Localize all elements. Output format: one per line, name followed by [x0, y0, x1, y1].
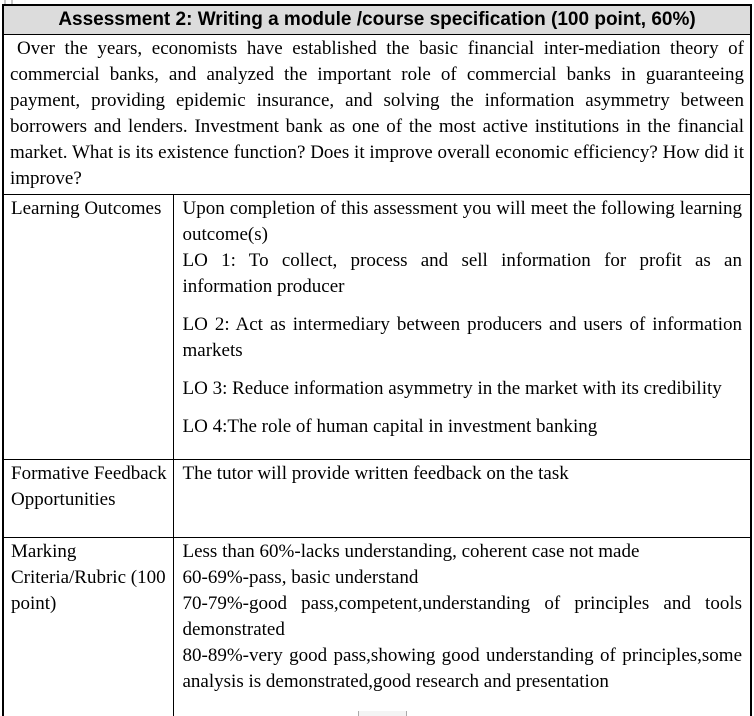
- assessment-spec-table: [2, 4, 752, 716]
- intro-cell: [3, 35, 751, 195]
- assessment-title: Assessment 2: Writing a module /course specification (100 point, 60%): [3, 5, 751, 35]
- row-label-formative-feedback: Formative Feedback Opportunities: [3, 460, 173, 538]
- intro-paragraph: Over the years, economists have established the basic financial inter-mediation theory of commercial banks, and analyzed the important role of commercial banks in guaranteeing payment, providing epidemic insurance, and solving the information asymmetry between borrowers and lenders. Investment bank as one of the most active institutions in the financial market. What is its existence function? Does it improve overall economic efficiency? How did it improve?: [10, 38, 744, 189]
- table-row-learning-outcomes: [3, 195, 751, 460]
- marking-criteria-band-below-60: Less than 60%-lacks understanding, coherent case not made: [182, 541, 640, 562]
- formative-feedback-content: [173, 460, 751, 538]
- learning-outcomes-content: [173, 195, 751, 460]
- marking-criteria-band-70-79: 70-79%-good pass,competent,understanding of principles and tools demonstrated: [182, 593, 742, 640]
- page-bottom-artifact: [358, 711, 407, 716]
- learning-outcome-4: LO 4:The role of human capital in investment banking: [182, 416, 598, 437]
- learning-outcome-2: LO 2: Act as intermediary between producers and users of information markets: [182, 314, 742, 361]
- learning-outcome-1: LO 1: To collect, process and sell information for profit as an information producer: [182, 250, 742, 297]
- row-label-learning-outcomes: Learning Outcomes: [3, 195, 173, 460]
- table-row-marking-criteria: [3, 538, 751, 716]
- learning-outcome-3: LO 3: Reduce information asymmetry in the market with its credibility: [182, 378, 722, 399]
- marking-criteria-band-60-69: 60-69%-pass, basic understand: [182, 567, 419, 588]
- table-row-formative-feedback: [3, 460, 751, 538]
- table-header-row: [3, 5, 751, 35]
- marking-criteria-band-80-89: 80-89%-very good pass,showing good understanding of principles,some analysis is demonstrated,good research and presentation: [182, 645, 742, 692]
- intro-row: [3, 35, 751, 195]
- marking-criteria-content: [173, 538, 751, 716]
- row-label-marking-criteria: Marking Criteria/Rubric (100 point): [3, 538, 173, 716]
- formative-feedback-text: The tutor will provide written feedback on the task: [182, 463, 569, 484]
- learning-outcomes-intro: Upon completion of this assessment you will meet the following learning outcome(s): [182, 198, 742, 245]
